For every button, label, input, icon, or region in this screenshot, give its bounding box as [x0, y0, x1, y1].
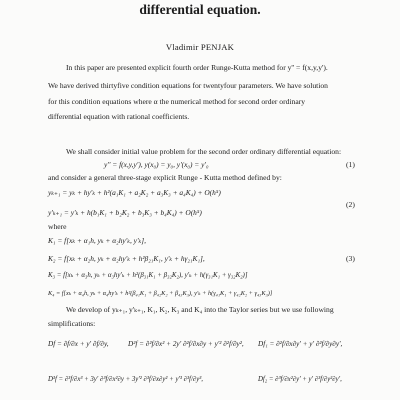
k2-equation: K₂ = f[xₖ + α₂h, yₖ + α₂hy'ₖ + h²β₂₁K₁, y'ₖ + hγ₂₁K₁], [48, 254, 205, 263]
ivp-equation: y'' = f(x,y,y'), y(x₀) = y₀, y'(x₀) = y'₀ [104, 160, 209, 169]
paper-title: differential equation. [139, 2, 261, 17]
k1-equation: K₁ = f[xₖ + α₁h, yₖ + α₂hy'ₖ, y'ₖ], [48, 236, 146, 245]
k4-equation: K₄ = f[xₖ + α₄h, yₖ + α₄hy'ₖ + h²(β₄₁K₁ + β₄₂K₂ + β₄₃K₃), y'ₖ + h(γ₄₁K₁ + γ₄₂K₂ + γ₄₃K₃)] [48, 290, 273, 297]
abstract-line-4: differential equation with rational coefficients. [48, 112, 190, 121]
abstract-line-3: for this condition equations where α the numerical method for second order ordinary [48, 97, 306, 106]
df2-formula: Df₂ = ∂³f/∂x²∂y' + y' ∂³f/∂y²∂y', [258, 376, 342, 383]
develop-text-1: We develop of yₖ₊₁, y'ₖ₊₁, K₁, K₂, K₃ and K₄ into the Taylor series but we use following [66, 305, 334, 314]
rk-equation-yprime: y'ₖ₊₁ = y'ₖ + h(b₁K₁ + b₂K₂ + b₃K₃ + b₄K₄) + O(h⁵) [48, 208, 202, 217]
author-name: Vladimir PENJAK [165, 42, 235, 52]
intro-text: We shall consider initial value problem for the second order ordinary differential equation: [66, 147, 342, 156]
abstract-line-2: We have derived thirtyfive condition equations for twentyfour parameters. We have solution [48, 81, 328, 90]
rk-equation-y: yₖ₊₁ = yₖ + hy'ₖ + h²(a₁K₁ + a₂K₂ + a₃K₃ + a₄K₄) + O(h⁵) [48, 188, 221, 197]
equation-number-1: (1) [346, 160, 355, 169]
equation-number-2: (2) [346, 200, 355, 209]
equation-number-3: (3) [346, 254, 355, 263]
df1-formula: Df₁ = ∂²f/∂x∂y' + y' ∂²f/∂y∂y', [258, 340, 343, 348]
consider-text: and consider a general three-stage explicit Runge - Kutta method defined by: [48, 173, 282, 182]
df-formula: Df = ∂f/∂x + y' ∂f/∂y, [48, 340, 109, 348]
where-label: where [48, 222, 67, 231]
d2f-formula: D²f = ∂²f/∂x² + 2y' ∂²f/∂x∂y + y'² ∂²f/∂y², [128, 340, 244, 348]
d3f-formula: D³f = ∂³f/∂x³ + 3y' ∂³f/∂x²∂y + 3y'² ∂³f/∂x∂y² + y'³ ∂³f/∂y³, [48, 376, 203, 383]
develop-text-2: simplifications: [48, 319, 96, 328]
abstract-line-1: In this paper are presented explicit fourth order Runge-Kutta method for y'' = f(x,y,y'). [66, 63, 328, 72]
k3-equation: K₃ = f[xₖ + α₃h, yₖ + α₃hy'ₖ + h²(β₃₁K₁ + β₃₂K₂), y'ₖ + h(γ₃₁K₁ + γ₃₂K₂)] [48, 272, 248, 279]
